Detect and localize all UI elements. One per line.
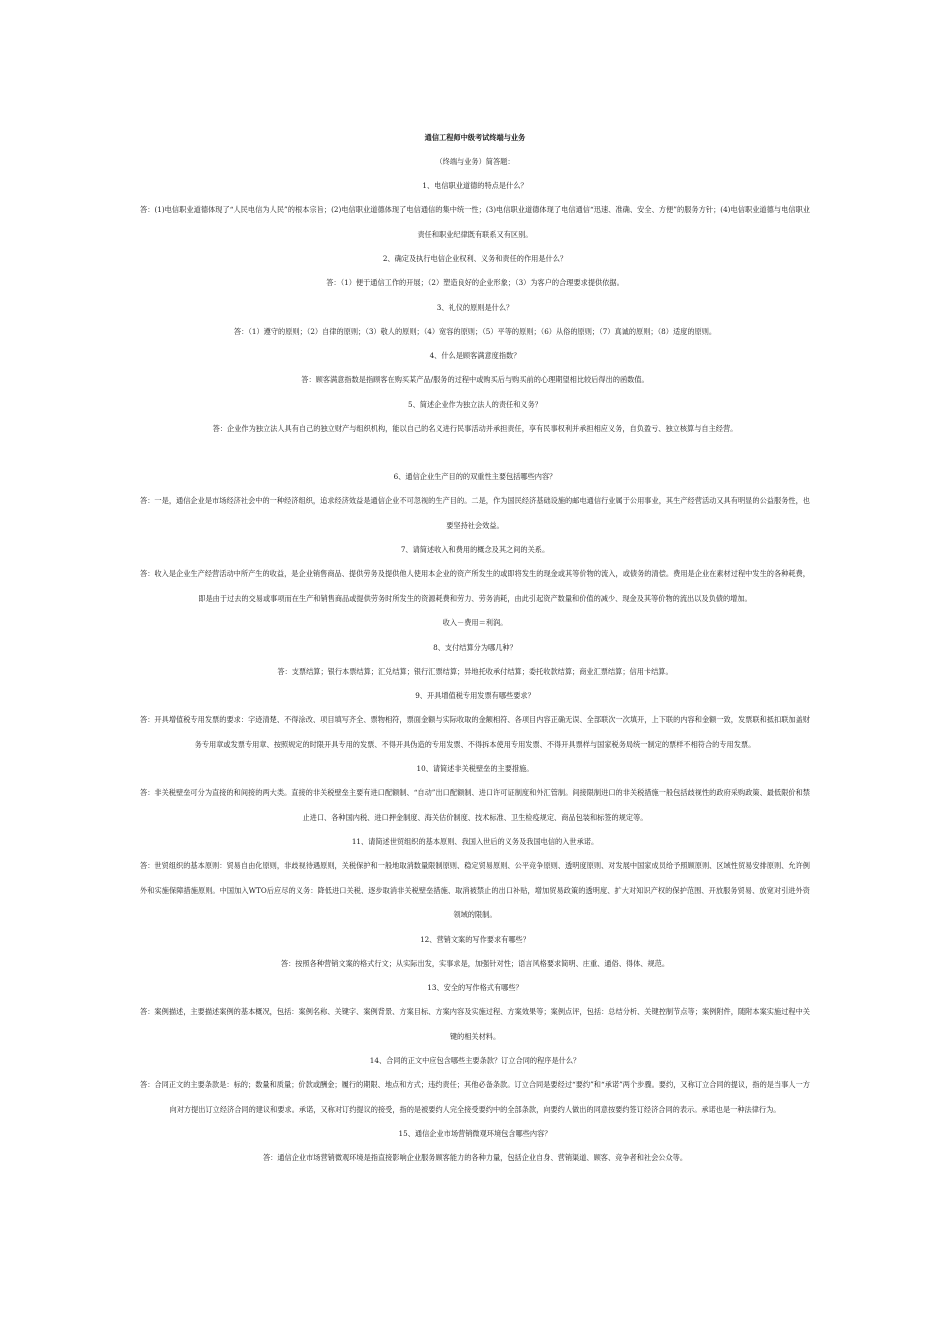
document-body <box>140 126 810 1171</box>
qa-item-10 <box>140 757 810 830</box>
answer: 答：通信企业市场营销微观环境是指直接影响企业服务顾客能力的各种力量，包括企业自身、营销渠道、顾客、竞争者和社会公众等。 <box>262 1153 688 1162</box>
question: 14、合同的正文中应包含哪些主要条款？订立合同的程序是什么？ <box>369 1056 581 1065</box>
question: 6、通信企业生产目的的双重性主要包括哪些内容？ <box>393 472 557 481</box>
qa-item-4 <box>140 344 810 393</box>
question: 11、请简述世贸组织的基本原则、我国入世后的义务及我国电信的入世承诺。 <box>351 837 599 846</box>
answer: 答：合同正文的主要条款是：标的；数量和质量；价款或酬金；履行的期限、地点和方式；违约责任；其他必备条款。订立合同是要经过“要约”和“承诺”两个步骤。要约，又称订立合同的提议，指的是当事人一方向对方提出订立经济合同的建议和要求。承诺，又称对订约提议的接受，指的是被要约人完全接受要约中的全部条款，向要约人做出的同意按要约签订经济合同的表示。承诺也是一种法律行为。 <box>140 1080 810 1114</box>
answer: 答：支票结算；银行本票结算；汇兑结算；银行汇票结算；异地托收承付结算；委托收款结算；商业汇票结算；信用卡结算。 <box>277 666 673 676</box>
question: 10、请简述非关税壁垒的主要措施。 <box>416 764 534 773</box>
answer: 答：(1)电信职业道德体现了“人民电信为人民”的根本宗旨；(2)电信职业道德体现了电信通信的集中统一性；(3)电信职业道德体现了电信通信“迅速、准确、安全、方便”的服务方针；(4)电信职业道德与电信职业责任和职业纪律既有联系又有区别。 <box>140 205 810 239</box>
qa-item-14 <box>140 1049 810 1122</box>
qa-item-15 <box>140 1122 810 1171</box>
question: 15、通信企业市场营销微观环境包含哪些内容？ <box>398 1129 552 1138</box>
question: 1、电信职业道德的特点是什么？ <box>422 181 528 190</box>
qa-item-9 <box>140 684 810 757</box>
document-title: 通信工程师中级考试终端与业务 <box>424 133 526 142</box>
answer-formula: 收入－费用＝利润。 <box>442 618 508 627</box>
answer: 答：顾客满意指数是指顾客在购买某产品/服务的过程中或购买后与购买前的心理期望相比较后得出的函数值。 <box>301 375 649 384</box>
answer: 答：案例描述，主要描述案例的基本概况，包括：案例名称、关键字、案例背景、方案目标、方案内容及实施过程、方案效果等；案例点评，包括：总结分析、关键控制节点等；案例附件，随附本案实施过程中关键的相关材料。 <box>140 1007 810 1041</box>
question: 12、营销文案的写作要求有哪些？ <box>420 934 530 944</box>
question: 9、开具增值税专用发票有哪些要求？ <box>415 691 535 700</box>
answer: 答：非关税壁垒可分为直接的和间接的两大类。直接的非关税壁垒主要有进口配额制、“自动”出口配额制、进口许可证制度和外汇管制。间接限制进口的非关税措施一般包括歧视性的政府采购政策、最低限价和禁止进口、各种国内税、进口押金制度、海关估价制度、技术标准、卫生检疫规定、商品包装和标签的规定等。 <box>140 788 810 822</box>
answer: 答：一是，通信企业是市场经济社会中的一种经济组织，追求经济效益是通信企业不可忽视的生产目的。二是，作为国民经济基础设施的邮电通信行业属于公用事业，其生产经营活动又具有明显的公益服务性，也要坚持社会效益。 <box>140 496 810 530</box>
qa-item-12 <box>140 928 810 977</box>
document-subtitle: （终端与业务）简答题： <box>435 157 515 166</box>
qa-item-8 <box>140 636 810 685</box>
qa-item-13 <box>140 976 810 1049</box>
question: 2、确定及执行电信企业权利、义务和责任的作用是什么？ <box>382 254 568 263</box>
question: 8、支付结算分为哪几种？ <box>433 642 517 652</box>
answer: 答：企业作为独立法人具有自己的独立财产与组织机构，能以自己的名义进行民事活动并承担责任，享有民事权利并承担相应义务，自负盈亏、独立核算与自主经营。 <box>212 423 738 433</box>
question: 3、礼仪的原则是什么？ <box>436 302 514 312</box>
qa-item-1 <box>140 174 810 247</box>
qa-item-5 <box>140 393 810 442</box>
question: 13、安全的写作格式有哪些？ <box>427 983 523 992</box>
question: 7、请简述收入和费用的概念及其之间的关系。 <box>400 545 550 554</box>
answer: 答：开具增值税专用发票的要求：字迹清楚、不得涂改、项目填写齐全、票物相符，票面金额与实际收取的金额相符、各项目内容正确无误、全部联次一次填开，上下联的内容和金额一致，发票联和抵扣联加盖财务专用章或发票专用章、按照规定的时限开具专用的发票、不得开具伪造的专用发票、不得拆本使用专用发票、不得开具票样与国家税务局统一制定的票样不相符合的专用发票。 <box>140 715 810 749</box>
answer: 答：（1）遵守的原则；（2）自律的原则；（3）敬人的原则；（4）宽容的原则；（5）平等的原则；（6）从俗的原则；（7）真诚的原则；（8）适度的原则。 <box>233 326 717 336</box>
answer: 答：世贸组织的基本原则：贸易自由化原则，非歧视待遇原则，关税保护和一般地取消数量限制原则、稳定贸易原则、公平竞争原则、透明度原则、对发展中国家成员给予照顾原则、区域性贸易安排原则、允许例外和实施保障措施原则。中国加入WTO后应尽的义务：降低进口关税、逐步取消非关税壁垒措施、取消被禁止的出口补贴，增加贸易政策的透明度、扩大对知识产权的保护范围、开放服务贸易、放宽对引进外资领域的限制。 <box>140 861 810 919</box>
question: 5、简述企业作为独立法人的责任和义务？ <box>408 399 542 409</box>
qa-item-2 <box>140 247 810 296</box>
question: 4、什么是顾客满意度指数？ <box>429 351 521 360</box>
answer: 答：收入是企业生产经营活动中所产生的收益，是企业销售商品、提供劳务及提供他人使用本企业的资产所发生的或即将发生的现金或其等价物的流入，或债务的清偿。费用是企业在素材过程中发生的各种耗费，即是由于过去的交易或事项而在生产和销售商品或提供劳务时所发生的资源耗费和劳力、劳务消耗，由此引起资产数量和价值的减少、现金及其等价物的流出以及负债的增加。 <box>140 569 810 603</box>
qa-item-3 <box>140 296 810 345</box>
qa-item-7 <box>140 538 810 636</box>
answer: 答：（1）便于通信工作的开展；（2）塑造良好的企业形象；（3）为客户的合理要求提供依据。 <box>326 278 624 287</box>
qa-item-11 <box>140 830 810 928</box>
answer: 答：按照各种营销文案的格式行文；从实际出发，实事求是，加强针对性；语言风格要求简明、庄重、通俗、得体、规范。 <box>280 958 670 968</box>
qa-item-6 <box>140 465 810 538</box>
